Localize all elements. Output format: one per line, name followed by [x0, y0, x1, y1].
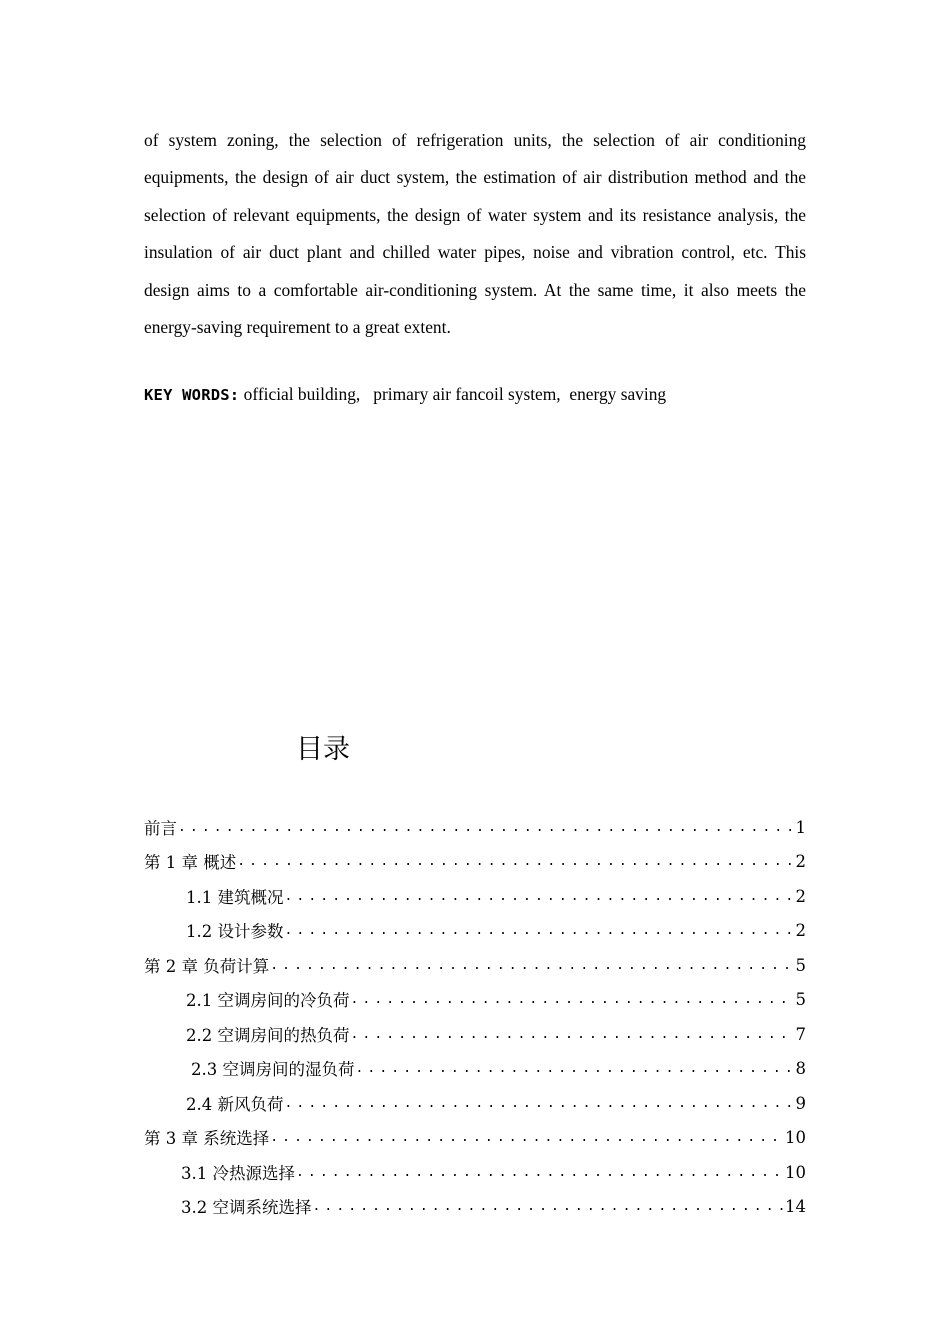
- toc-dot-leader: [237, 854, 793, 869]
- toc-entry-chapter-1[interactable]: [144, 844, 806, 878]
- toc-entry-1-2[interactable]: [186, 913, 806, 947]
- toc-entry-page: 7: [795, 1024, 806, 1044]
- toc-entry-2-4[interactable]: [186, 1086, 806, 1120]
- toc-dot-leader: [270, 958, 793, 973]
- toc-entry-label: 2.1 空调房间的冷负荷: [186, 991, 350, 1010]
- toc-entry-2-3[interactable]: [191, 1051, 806, 1085]
- keywords-label: KEY WORDS:: [144, 386, 240, 404]
- toc-entry-label: 3.2 空调系统选择: [181, 1198, 312, 1217]
- toc-entry-chapter-3[interactable]: [144, 1120, 806, 1154]
- keywords-line: [144, 380, 844, 409]
- toc-entry-label: 1.2 设计参数: [186, 922, 284, 941]
- toc-entry-label: 3.1 冷热源选择: [181, 1164, 295, 1183]
- toc-entry-label: 1.1 建筑概况: [186, 888, 284, 907]
- toc-dot-leader: [285, 889, 794, 904]
- toc-entry-label: 第 1 章 概述: [144, 853, 237, 872]
- toc-entry-page: 2: [795, 920, 806, 940]
- toc-entry-label: 2.2 空调房间的热负荷: [186, 1026, 350, 1045]
- toc-dot-leader: [285, 923, 794, 938]
- toc-entry-page: 14: [785, 1196, 806, 1216]
- toc-title: 目录: [296, 734, 350, 765]
- toc-dot-leader: [296, 1165, 783, 1180]
- toc-dot-leader: [313, 1199, 784, 1214]
- toc-entry-2-1[interactable]: [186, 982, 806, 1016]
- toc-entry-page: 8: [795, 1058, 806, 1078]
- toc-entry-label: 第 2 章 负荷计算: [144, 957, 270, 976]
- toc-entry-preface[interactable]: [144, 810, 806, 844]
- toc-dot-leader: [351, 992, 794, 1007]
- toc-dot-leader: [285, 1096, 794, 1111]
- keywords-value: official building, primary air fancoil system, energy saving: [239, 384, 667, 404]
- toc-entry-page: 5: [795, 989, 806, 1009]
- toc-dot-leader: [351, 1027, 794, 1042]
- toc-dot-leader: [356, 1061, 794, 1076]
- toc-entry-page: 2: [795, 851, 806, 871]
- toc-entry-3-1[interactable]: [181, 1155, 806, 1189]
- toc-entry-chapter-2[interactable]: [144, 948, 806, 982]
- toc-entry-2-2[interactable]: [186, 1017, 806, 1051]
- toc-entry-page: 1: [795, 817, 806, 837]
- toc-entry-1-1[interactable]: [186, 879, 806, 913]
- toc-dot-leader: [270, 1130, 783, 1145]
- abstract-paragraph: of system zoning, the selection of refrigeration units, the selection of air conditioning equipments, the design of air duct system, the estimation of air distribution method and the selection of relevant equipments, the design of water system and its resistance analysis, the insulation of air duct plant and chilled water pipes, noise and vibration control, etc. This design aims to a comfortable air-conditioning system. At the same time, it also meets the energy-saving requirement to a great extent.: [144, 130, 806, 338]
- toc-entry-label: 前言: [144, 819, 177, 838]
- toc-entry-page: 5: [795, 955, 806, 975]
- toc-entry-label: 2.3 空调房间的湿负荷: [191, 1060, 355, 1079]
- toc-entry-page: 2: [795, 886, 806, 906]
- toc-entry-page: 9: [795, 1093, 806, 1113]
- toc-entry-label: 2.4 新风负荷: [186, 1095, 284, 1114]
- toc-dot-leader: [178, 820, 794, 835]
- toc-entry-label: 第 3 章 系统选择: [144, 1129, 270, 1148]
- toc-entry-3-2[interactable]: [181, 1189, 806, 1223]
- toc-entry-page: 10: [785, 1127, 806, 1147]
- toc-entry-page: 10: [785, 1162, 806, 1182]
